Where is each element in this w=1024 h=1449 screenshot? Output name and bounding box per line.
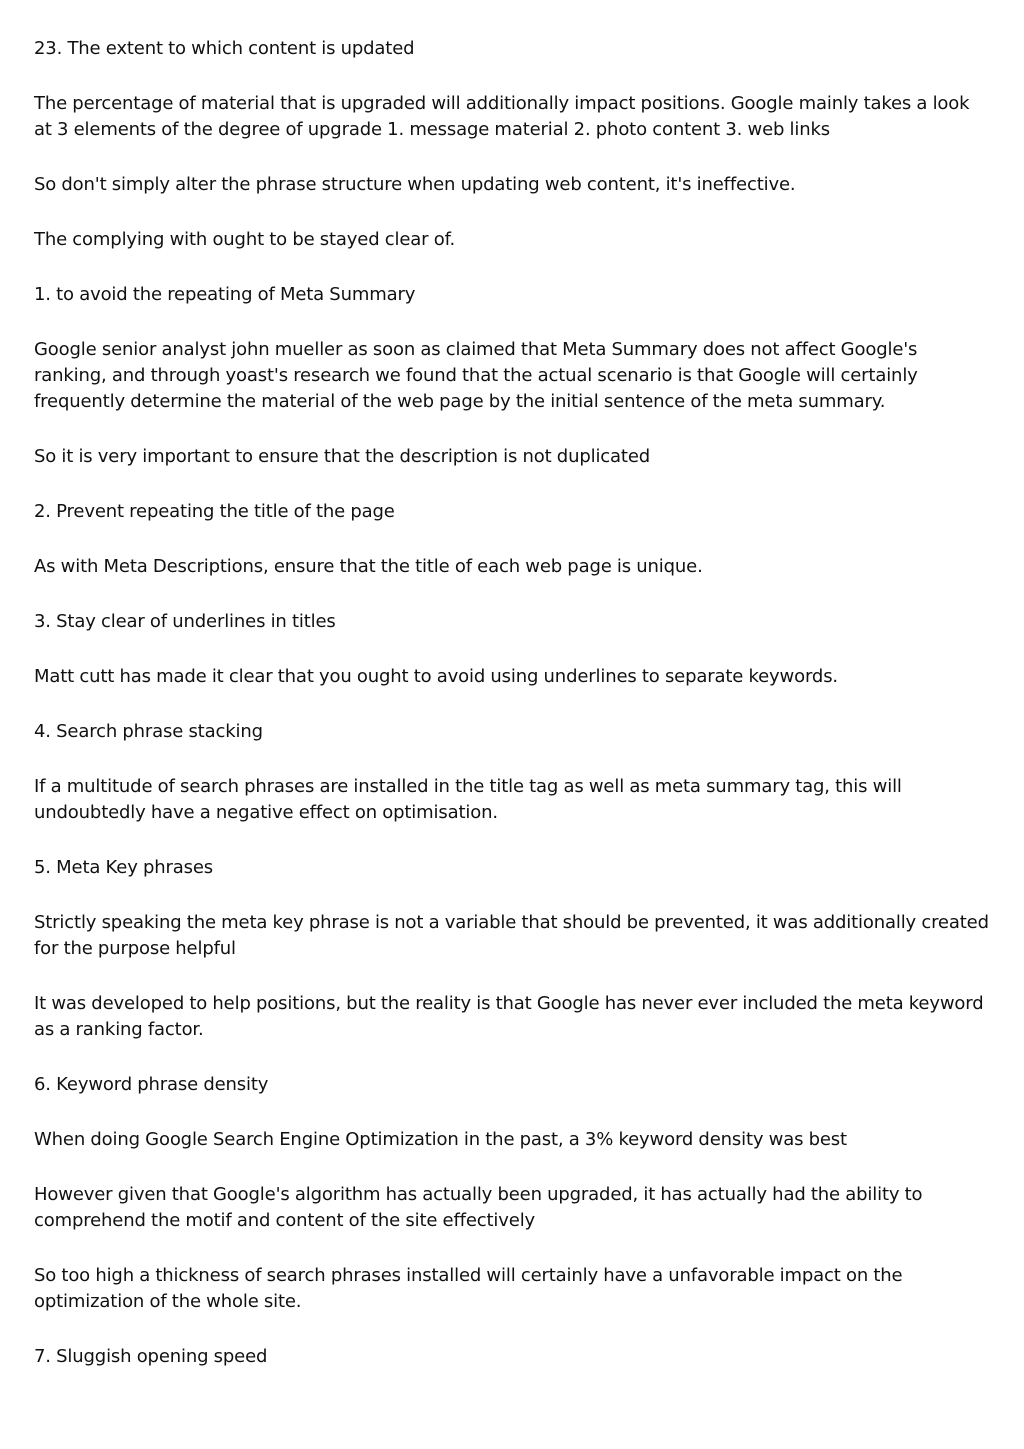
paragraph: If a multitude of search phrases are installed in the title tag as well as meta summary tag, this will undoubtedly have a negative effect on optimisation. (34, 776, 902, 823)
list-heading-opening-speed: 7. Sluggish opening speed (34, 1346, 268, 1367)
paragraph: As with Meta Descriptions, ensure that the title of each web page is unique. (34, 556, 703, 577)
paragraph: When doing Google Search Engine Optimization in the past, a 3% keyword density was best (34, 1129, 847, 1150)
paragraph: Google senior analyst john mueller as soon as claimed that Meta Summary does not affect Google's ranking, and through yoast's research we found that the actual scenario is that Google will certainly frequently determine the material of the web page by the initial sentence of the meta summary. (34, 339, 918, 412)
paragraph: So it is very important to ensure that the description is not duplicated (34, 446, 651, 467)
list-heading-meta-summary: 1. to avoid the repeating of Meta Summary (34, 284, 416, 305)
paragraph: So too high a thickness of search phrases installed will certainly have a unfavorable impact on the optimization of the whole site. (34, 1265, 903, 1312)
list-heading-keyword-density: 6. Keyword phrase density (34, 1074, 269, 1095)
paragraph: However given that Google's algorithm has actually been upgraded, it has actually had the ability to comprehend the motif and content of the site effectively (34, 1184, 923, 1231)
paragraph: It was developed to help positions, but the reality is that Google has never ever included the meta keyword as a ranking factor. (34, 993, 984, 1040)
paragraph: Matt cutt has made it clear that you ought to avoid using underlines to separate keywords. (34, 666, 838, 687)
paragraph: The complying with ought to be stayed clear of. (34, 229, 456, 250)
paragraph: Strictly speaking the meta key phrase is not a variable that should be prevented, it was additionally created for the purpose helpful (34, 912, 989, 959)
list-heading-phrase-stacking: 4. Search phrase stacking (34, 721, 263, 742)
list-heading-page-title: 2. Prevent repeating the title of the page (34, 501, 395, 522)
paragraph: The percentage of material that is upgraded will additionally impact positions. Google mainly takes a look at 3 elements of the degree of upgrade 1. message material 2. photo content 3. web links (34, 93, 970, 140)
paragraph: So don't simply alter the phrase structure when updating web content, it's ineffective. (34, 174, 796, 195)
section-heading-content-updated: 23. The extent to which content is updated (34, 38, 415, 59)
list-heading-underlines: 3. Stay clear of underlines in titles (34, 611, 336, 632)
list-heading-meta-key-phrases: 5. Meta Key phrases (34, 857, 214, 878)
